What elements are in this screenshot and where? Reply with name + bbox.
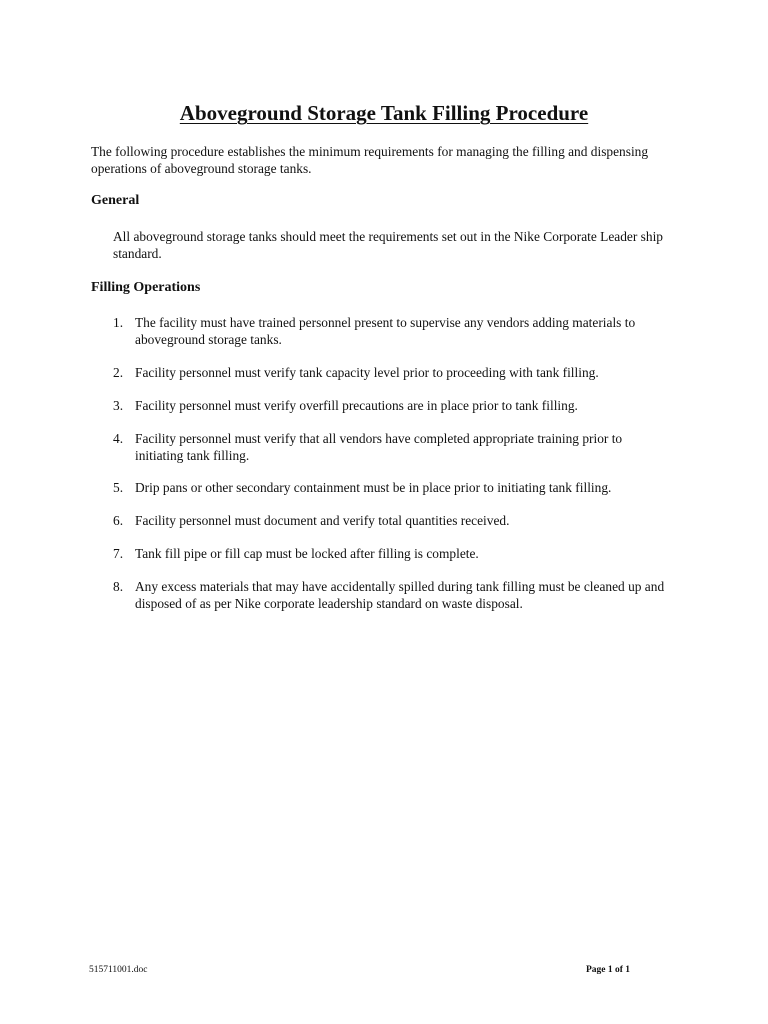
list-item-number: 6. xyxy=(113,513,124,528)
list-item-text: Facility personnel must verify that all vendors have completed appropriate training prior to initiating tank filling. xyxy=(135,431,623,463)
document-title: Aboveground Storage Tank Filling Procedure xyxy=(179,101,589,125)
list-item-number: 2. xyxy=(113,365,124,380)
general-paragraph: All aboveground storage tanks should meet the requirements set out in the Nike Corporate Leader ship standard. xyxy=(113,229,663,261)
list-item-number: 8. xyxy=(113,579,124,594)
list-item-text: Facility personnel must verify overfill precautions are in place prior to tank filling. xyxy=(135,398,578,413)
list-item-number: 5. xyxy=(113,480,124,495)
list-item-number: 7. xyxy=(113,546,124,561)
filling-operations-heading: Filling Operations xyxy=(91,280,201,295)
list-item-text: Tank fill pipe or fill cap must be locked after filling is complete. xyxy=(135,546,479,561)
intro-paragraph: The following procedure establishes the minimum requirements for managing the filling and dispensing operations of aboveground storage tanks. xyxy=(91,144,649,176)
footer-filename: 515711001.doc xyxy=(89,965,148,975)
list-item-number: 4. xyxy=(113,431,124,446)
footer-page-number: Page 1 of 1 xyxy=(586,965,631,975)
list-item-number: 3. xyxy=(113,398,124,413)
list-item-text: The facility must have trained personnel present to supervise any vendors adding materials to aboveground storage tanks. xyxy=(135,315,636,347)
list-item-text: Drip pans or other secondary containment must be in place prior to initiating tank filling. xyxy=(135,480,612,495)
list-item-text: Facility personnel must verify tank capacity level prior to proceeding with tank filling. xyxy=(135,365,599,380)
list-item-number: 1. xyxy=(113,315,124,330)
general-heading: General xyxy=(91,193,140,208)
list-item-text: Facility personnel must document and verify total quantities received. xyxy=(135,513,510,528)
list-item-text: Any excess materials that may have accidentally spilled during tank filling must be cleaned up and disposed of as per Nike corporate leadership standard on waste disposal. xyxy=(135,579,665,611)
